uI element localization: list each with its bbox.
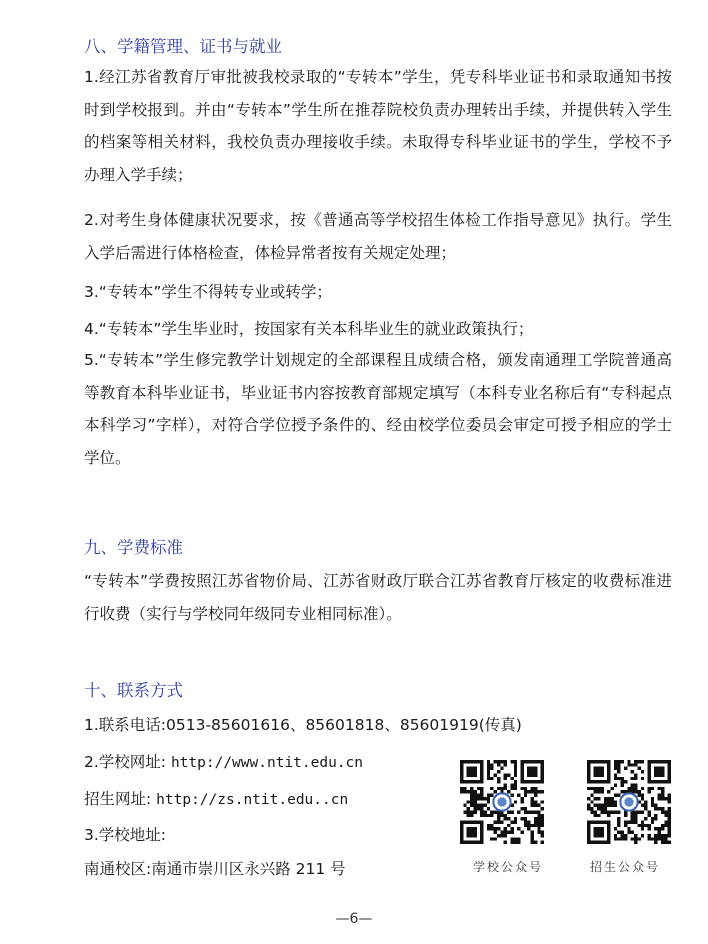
school-website-row (84, 750, 363, 772)
school-website-link[interactable]: http://www.ntit.edu.cn (170, 755, 364, 771)
admission-qr-caption: 招生公众号 (590, 860, 661, 874)
admission-website-row (84, 787, 348, 809)
section-9-heading: 九、学费标准 (84, 538, 183, 557)
section-8-item-2: 2.对考生身体健康状况要求，按《普通高等学校招生体检工作指导意见》执行。学生入学后需进行体格检查，体检异常者按有关规定处理； (84, 211, 672, 262)
qr-code-icon (587, 760, 671, 844)
school-qr-code[interactable] (460, 760, 544, 844)
section-8-heading: 八、学籍管理、证书与就业 (84, 37, 282, 56)
admission-qr-code[interactable] (587, 760, 671, 844)
contact-phone: 1.联系电话:0513-85601616、85601818、85601919(传真) (84, 716, 522, 734)
campus-address: 南通校区:南通市崇川区永兴路 211 号 (84, 860, 346, 878)
section-8-item-1: 1.经江苏省教育厅审批被我校录取的“专转本”学生，凭专科毕业证书和录取通知书按时到学校报到。并由“专转本”学生所在推荐院校负责办理转出手续，并提供转入学生的档案等相关材料，我校负责办理接收手续。未取得专科毕业证书的学生，学校不予办理入学手续； (84, 68, 672, 184)
address-label: 3.学校地址: (84, 826, 167, 844)
admission-website-label: 招生网址: (84, 790, 157, 808)
section-10-heading: 十、联系方式 (84, 681, 183, 700)
school-qr-caption: 学校公众号 (473, 860, 544, 874)
section-9-text: “专转本”学费按照江苏省物价局、江苏省财政厅联合江苏省教育厅核定的收费标准进行收费（实行与学校同年级同专业相同标准）。 (84, 572, 672, 623)
section-8-item-3: 3.“专转本”学生不得转专业或转学； (84, 283, 332, 301)
section-8-item-5: 5.“专转本”学生修完教学计划规定的全部课程且成绩合格，颁发南通理工学院普通高等教育本科毕业证书，毕业证书内容按教育部规定填写（本科专业名称后有“专科起点本科学习”字样），对符合学位授予条件的、经由校学位委员会审定可授予相应的学士学位。 (84, 351, 672, 467)
section-8-item-4: 4.“专转本”学生毕业时，按国家有关本科毕业生的就业政策执行； (84, 320, 534, 338)
admission-website-link[interactable]: http://zs.ntit.edu..cn (156, 792, 349, 808)
page-number: —6— (335, 911, 373, 927)
qr-code-icon (460, 760, 544, 844)
school-website-label: 2.学校网址: (84, 753, 171, 771)
